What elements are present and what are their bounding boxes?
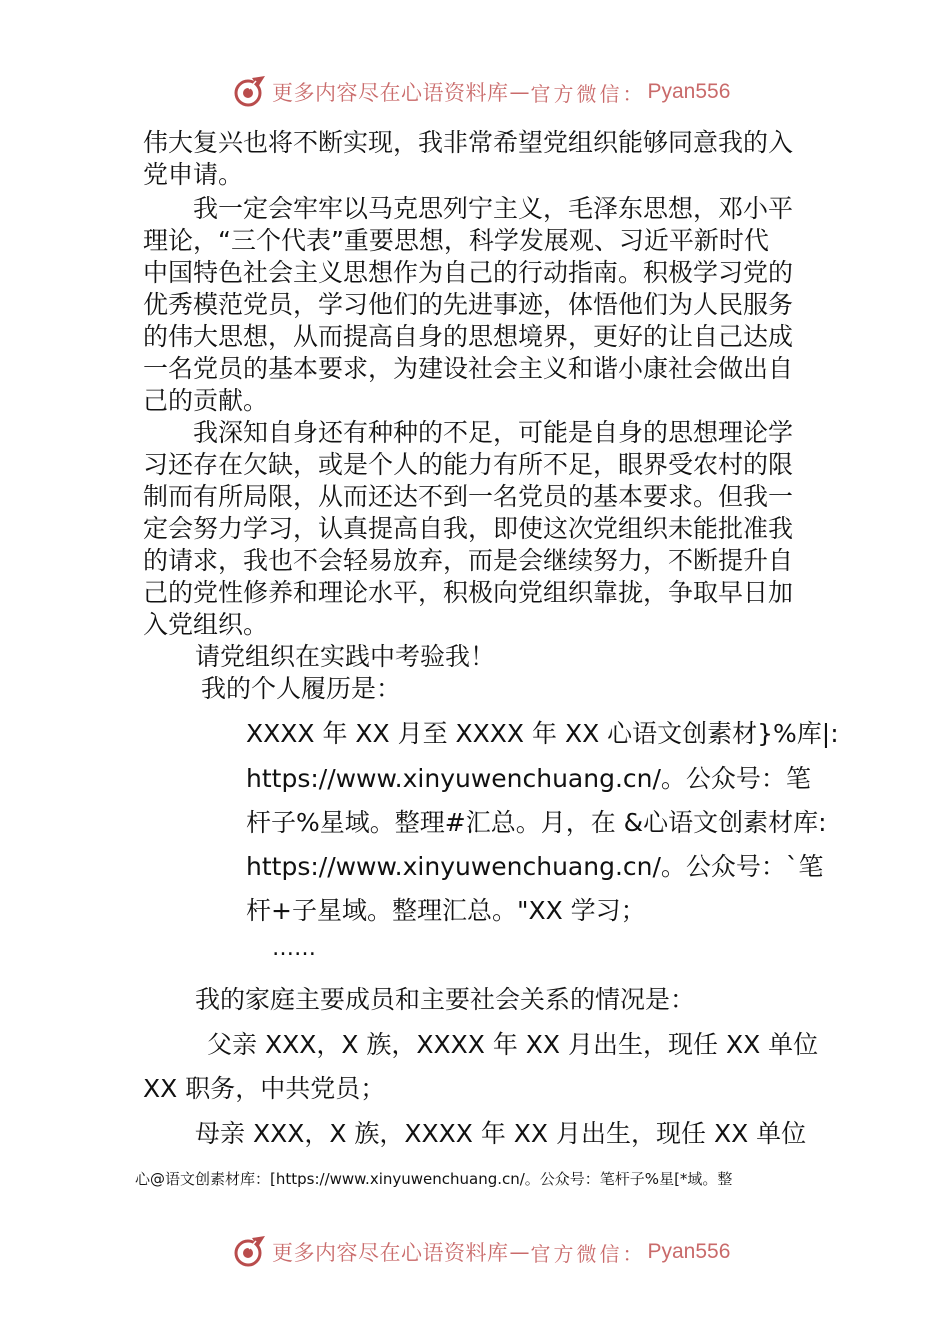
body-line: 己的贡献。 bbox=[143, 386, 269, 415]
body-line: 定会努力学习，认真提高自我，即使这次党组织未能批准我 bbox=[143, 514, 794, 543]
body-line: 的伟大思想，从而提高自身的思想境界，更好的让自己达成 bbox=[143, 322, 794, 351]
family-line: 母亲 XXX，X 族，XXXX 年 XX 月出生，现任 XX 单位 bbox=[195, 1119, 807, 1148]
banner-text: 更多内容尽在心语资料库 bbox=[272, 1241, 509, 1265]
body-line: 一名党员的基本要求，为建设社会主义和谐小康社会做出自 bbox=[143, 354, 794, 383]
footnote-watermark: 心@语文创素材库：[https://www.xinyuwenchuang.cn/。公众号：笔杆子%星[*域。整 bbox=[135, 1170, 733, 1188]
family-heading: 我的家庭主要成员和主要社会关系的情况是： bbox=[195, 985, 696, 1014]
brand-logo-icon bbox=[232, 1234, 268, 1270]
body-line: 伟大复兴也将不断实现，我非常希望党组织能够同意我的入 bbox=[143, 128, 794, 157]
banner-wechat-id: Pyan556 bbox=[647, 1240, 731, 1263]
body-line: 习还存在欠缺，或是个人的能力有所不足，眼界受农村的限 bbox=[143, 450, 794, 479]
banner-separator: — bbox=[509, 1240, 530, 1264]
body-line: 入党组织。 bbox=[143, 610, 269, 639]
body-line: 理论，“三个代表”重要思想，科学发展观、习近平新时代 bbox=[143, 226, 769, 255]
resume-ellipsis: …… bbox=[272, 936, 316, 961]
brand-logo-icon bbox=[232, 74, 268, 110]
resume-heading: 我的个人履历是： bbox=[201, 674, 402, 703]
resume-line: https://www.xinyuwenchuang.cn/。公众号：笔 bbox=[246, 764, 811, 793]
body-line: 制而有所局限，从而还达不到一名党员的基本要求。但我一 bbox=[143, 482, 794, 511]
banner-wechat-id: Pyan556 bbox=[647, 80, 731, 103]
banner-wechat-label: 官方微信： bbox=[530, 1241, 646, 1266]
body-line: 优秀模范党员，学习他们的先进事迹，体悟他们为人民服务 bbox=[143, 290, 794, 319]
header-banner bbox=[232, 72, 730, 112]
banner-separator: — bbox=[509, 80, 530, 104]
footer-banner bbox=[232, 1232, 730, 1272]
family-line: 父亲 XXX，X 族，XXXX 年 XX 月出生，现任 XX 单位 bbox=[207, 1030, 819, 1059]
body-line: 的请求，我也不会轻易放弃，而是会继续努力，不断提升自 bbox=[143, 546, 794, 575]
resume-line: 杆子%星域。整理#汇总。月，在 &心语文创素材库: bbox=[246, 808, 827, 837]
family-line: XX 职务，中共党员； bbox=[143, 1074, 386, 1103]
resume-line: https://www.xinyuwenchuang.cn/。公众号：`笔 bbox=[246, 852, 824, 881]
body-line: 请党组织在实践中考验我！ bbox=[195, 642, 496, 671]
body-line: 我一定会牢牢以马克思列宁主义，毛泽东思想，邓小平 bbox=[143, 194, 794, 223]
resume-line: 杆+子星域。整理汇总。"XX 学习； bbox=[246, 896, 646, 925]
body-line: 中国特色社会主义思想作为自己的行动指南。积极学习党的 bbox=[143, 258, 794, 287]
body-line: 党申请。 bbox=[143, 160, 244, 189]
banner-wechat-label: 官方微信： bbox=[530, 81, 646, 106]
body-line: 己的党性修养和理论水平，积极向党组织靠拢，争取早日加 bbox=[143, 578, 794, 607]
resume-line: XXXX 年 XX 月至 XXXX 年 XX 心语文创素材}%库|: bbox=[246, 719, 839, 748]
banner-text: 更多内容尽在心语资料库 bbox=[272, 81, 509, 105]
body-line: 我深知自身还有种种的不足，可能是自身的思想理论学 bbox=[143, 418, 794, 447]
